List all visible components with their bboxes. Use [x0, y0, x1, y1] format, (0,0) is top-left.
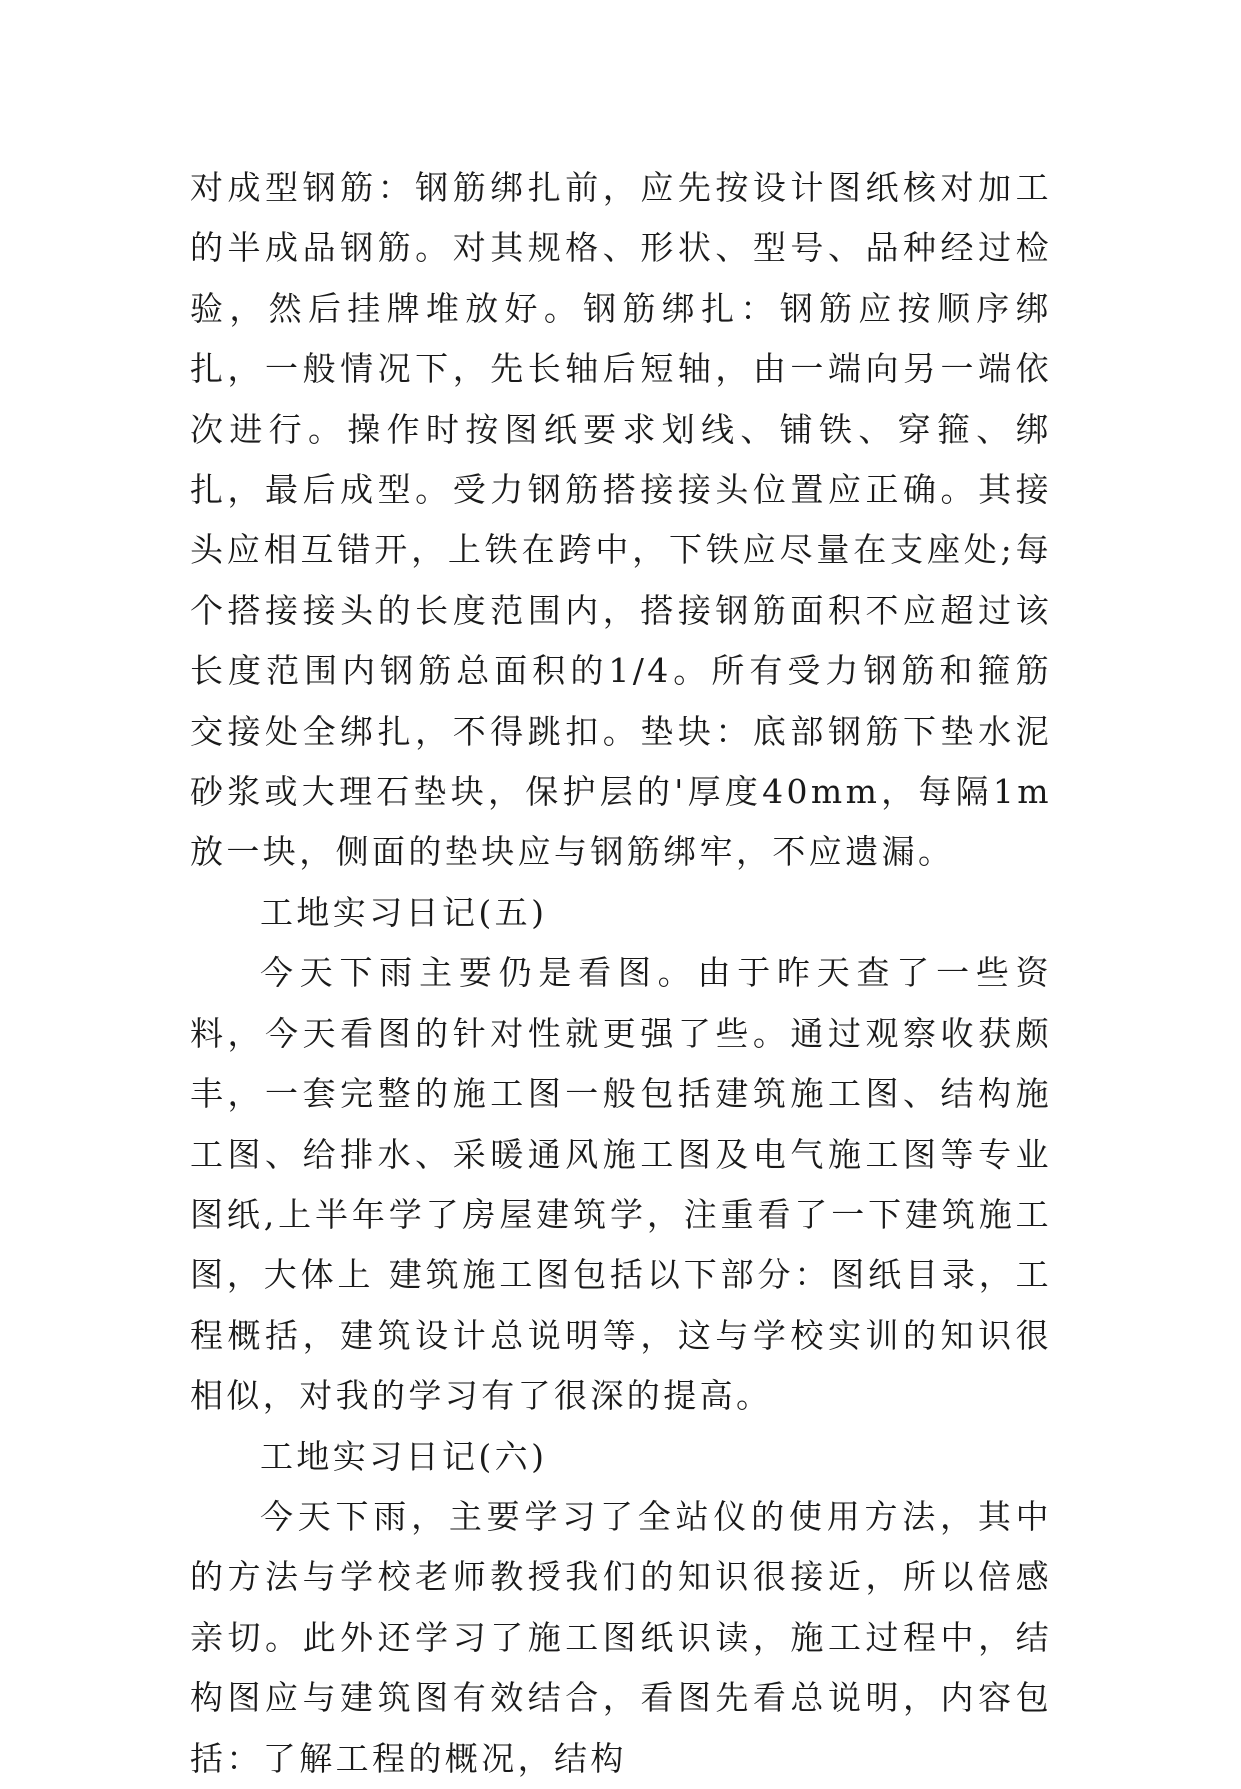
paragraph-reading-drawings: 今天下雨主要仍是看图。由于昨天查了一些资料，今天看图的针对性就更强了些。通过观察收获颇丰，一套完整的施工图一般包括建筑施工图、结构施工图、给排水、采暖通风施工图及电气施工图等专业图纸,上半年学了房屋建筑学，注重看了一下建筑施工图，大体上 建筑施工图包括以下部分：图纸目录，工程概括，建筑设计总说明等，这与学校实训的知识很相似，对我的学习有了很深的提高。 [190, 953, 1052, 1416]
document-body [190, 158, 1052, 1789]
paragraph-rebar-binding: 对成型钢筋：钢筋绑扎前，应先按设计图纸核对加工的半成品钢筋。对其规格、形状、型号、品种经过检验，然后挂牌堆放好。钢筋绑扎：钢筋应按顺序绑扎，一般情况下，先长轴后短轴，由一端向另一端依次进行。操作时按图纸要求划线、铺铁、穿箍、绑扎，最后成型。受力钢筋搭接接头位置应正确。其接头应相互错开，上铁在跨中，下铁应尽量在支座处;每个搭接接头的长度范围内，搭接钢筋面积不应超过该长度范围内钢筋总面积的1/4。所有受力钢筋和箍筋交接处全绑扎，不得跳扣。垫块：底部钢筋下垫水泥砂浆或大理石垫块，保护层的'厚度40mm，每隔1m放一块，侧面的垫块应与钢筋绑牢，不应遗漏。 [190, 168, 1052, 872]
paragraph-total-station: 今天下雨，主要学习了全站仪的使用方法，其中的方法与学校老师教授我们的知识很接近，所以倍感亲切。此外还学习了施工图纸识读，施工过程中，结构图应与建筑图有效结合，看图先看总说明，内容包括：了解工程的概况，结构 [190, 1496, 1052, 1778]
heading-site-diary-six: 工地实习日记(六) [260, 1436, 548, 1476]
heading-site-diary-five: 工地实习日记(五) [260, 892, 548, 932]
